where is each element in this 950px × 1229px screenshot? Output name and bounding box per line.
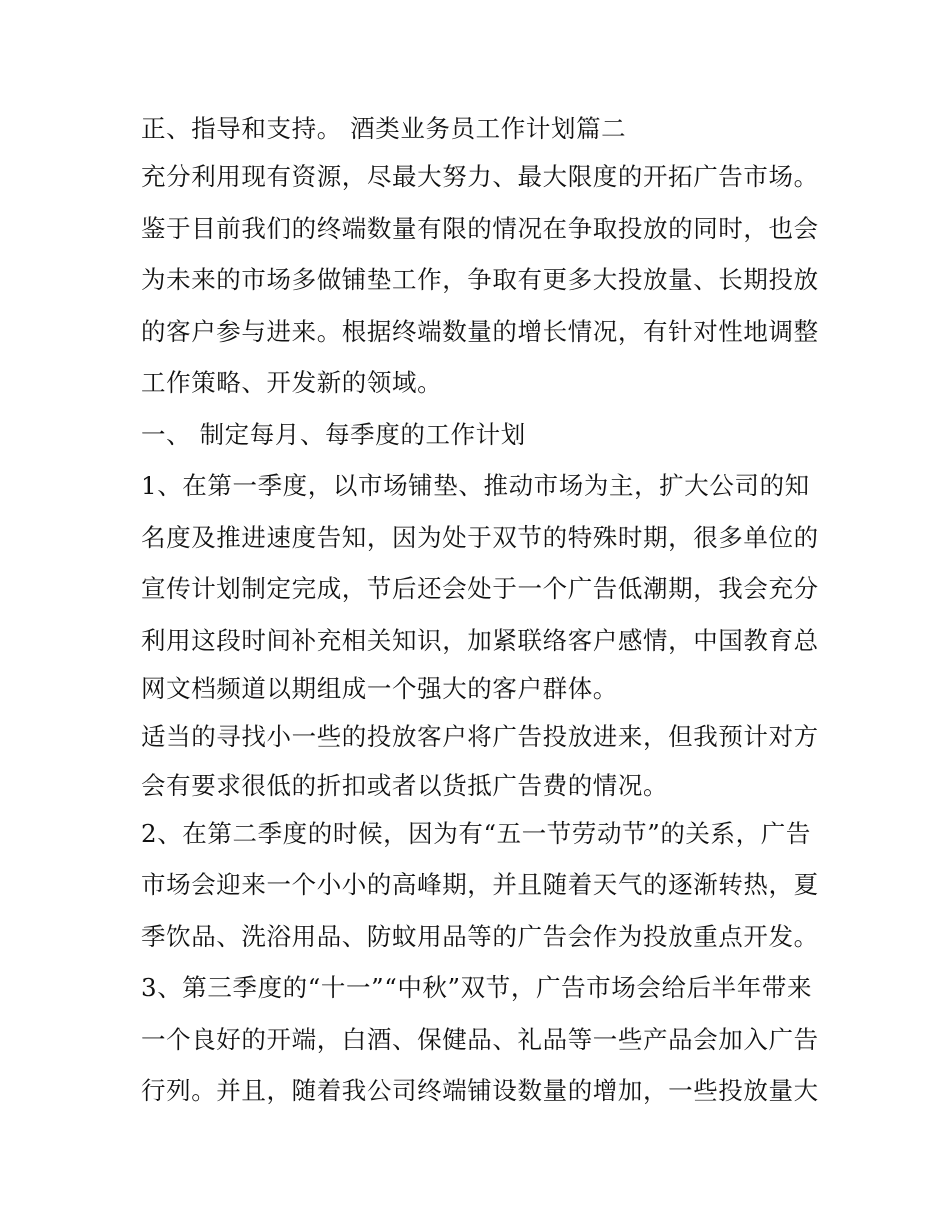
text-line: 正、指导和支持。 酒类业务员工作计划篇二 <box>141 114 627 143</box>
text-line: 季饮品、洗浴用品、防蚊用品等的广告会作为投放重点开发。 <box>141 921 819 951</box>
text-line: 利用这段时间补充相关知识，加紧联络客户感情，中国教育总 <box>141 625 819 655</box>
text-line: 适当的寻找小一些的投放客户将广告投放进来，但我预计对方 <box>141 722 819 751</box>
text-line: 鉴于目前我们的终端数量有限的情况在争取投放的同时，也会 <box>141 213 819 243</box>
text-line: 一个良好的开端，白酒、保健品、礼品等一些产品会加入广告 <box>141 1024 819 1054</box>
text-line: 1、在第一季度，以市场铺垫、推动市场为主，扩大公司的知 <box>141 471 810 500</box>
text-line: 会有要求很低的折扣或者以货抵广告费的情况。 <box>141 770 669 800</box>
text-line: 2、在第二季度的时候，因为有“五一节劳动节”的关系，广告 <box>141 818 811 848</box>
text-line: 充分利用现有资源，尽最大努力、最大限度的开拓广告市场。 <box>141 162 819 191</box>
text-line: 名度及推进速度告知，因为处于双节的特殊时期，很多单位的 <box>141 522 819 552</box>
text-line: 为未来的市场多做铺垫工作，争取有更多大投放量、长期投放 <box>141 265 819 294</box>
section-heading: 一、 制定每月、每季度的工作计划 <box>141 419 526 449</box>
text-line: 工作策略、开发新的领域。 <box>141 368 443 397</box>
document-body <box>141 106 821 1117</box>
text-line: 行列。并且，随着我公司终端铺设数量的增加，一些投放量大 <box>141 1076 819 1105</box>
text-line: 市场会迎来一个小小的高峰期，并且随着天气的逐渐转热，夏 <box>141 870 819 899</box>
text-line: 的客户参与进来。根据终端数量的增长情况，有针对性地调整 <box>141 316 819 346</box>
text-line: 网文档频道以期组成一个强大的客户群体。 <box>141 674 618 703</box>
text-line: 3、第三季度的“十一”“中秋”双节，广告市场会给后半年带来 <box>141 973 813 1002</box>
text-line: 宣传计划制定完成，节后还会处于一个广告低潮期，我会充分 <box>141 574 819 603</box>
